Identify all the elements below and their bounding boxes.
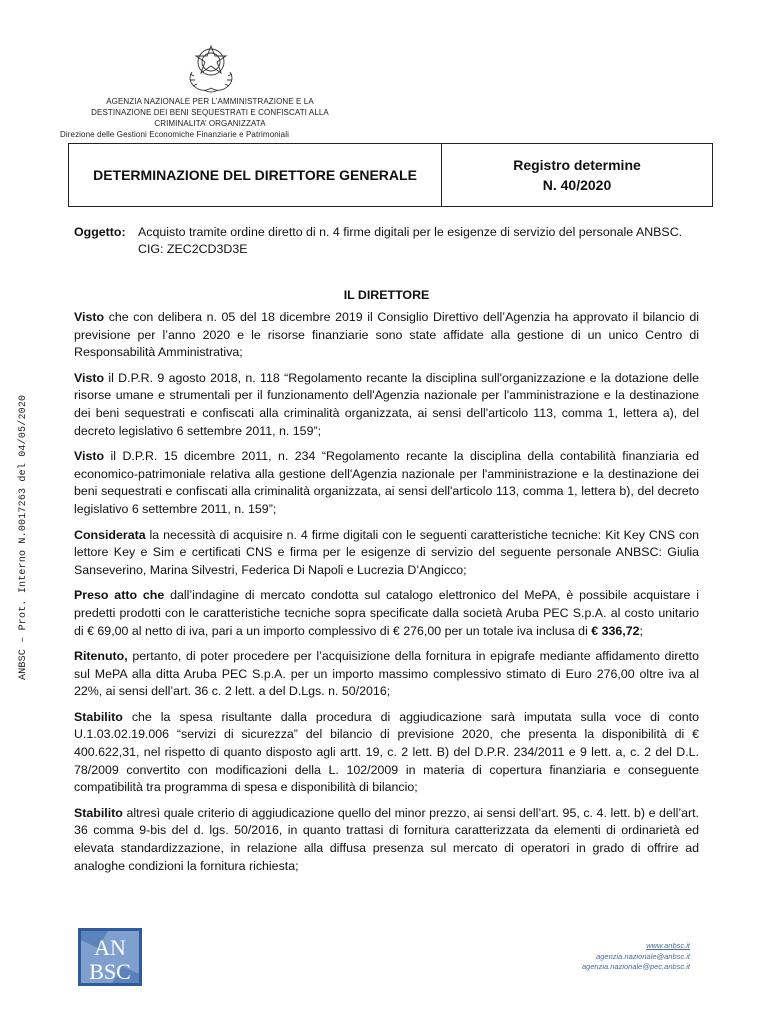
agency-line: AGENZIA NAZIONALE PER L’AMMINISTRAZIONE E LA bbox=[106, 97, 314, 106]
pec-address[interactable]: agenzia.nazionale@pec.anbsc.it bbox=[581, 962, 690, 971]
agency-header bbox=[60, 96, 360, 140]
paragraph bbox=[74, 709, 699, 797]
total-amount: € 336,72 bbox=[591, 623, 640, 638]
paragraph-lead: Preso atto che bbox=[74, 588, 165, 603]
paragraph-lead: Stabilito bbox=[74, 805, 123, 820]
protocol-stamp: ANBSC – Prot. Interno N.0017263 del 04/05/2020 bbox=[18, 394, 29, 680]
website-link[interactable]: www.anbsc.it bbox=[646, 941, 690, 950]
paragraph-lead: Considerata bbox=[74, 527, 146, 542]
agency-line: CRIMINALITA’ ORGANIZZATA bbox=[154, 119, 266, 128]
department-name: Direzione delle Gestioni Economiche Finanziarie e Patrimoniali bbox=[60, 130, 289, 139]
paragraph-lead: Visto bbox=[74, 310, 105, 324]
logo-text-bottom: BSC bbox=[89, 959, 131, 984]
republic-emblem-icon bbox=[180, 42, 242, 94]
paragraph-text: il D.P.R. 15 dicembre 2011, n. 234 “Regolamento recante la disciplina della contabilità finanziaria ed economico-patrimoniale relativa alla gestione dell'Agenzia nazionale per l'amministrazione e la destinazione dei beni sequestrati e confiscati alla criminalità organizzata, ai sensi dell'articolo 113, comma 1, lettera b), del decreto legislativo 6 settembre 2011, n. 159”; bbox=[74, 449, 699, 516]
paragraph bbox=[74, 805, 699, 875]
subject-label: Oggetto: bbox=[74, 225, 126, 239]
paragraph bbox=[74, 527, 699, 580]
paragraph-tail: ; bbox=[639, 623, 643, 638]
section-heading: IL DIRETTORE bbox=[343, 288, 430, 302]
paragraph bbox=[74, 309, 699, 362]
paragraph-text: altresì quale criterio di aggiudicazione quello del minor prezzo, ai sensi dell’art. 95, c. 4. lett. b) e dell’art. 36 comma 9-bis del d. lgs. 50/2016, in quanto trattasi di fornitura caratterizzata da elementi di ordinarietà ed elevata standardizzazione, in relazione alla diffusa presenza sul mercato di operatori in grado di offrire ad analoghe condizioni la fornitura richiesta; bbox=[74, 805, 699, 873]
footer-contacts bbox=[582, 941, 690, 973]
register-value: N. 40/2020 bbox=[542, 177, 612, 193]
subject-block bbox=[74, 224, 699, 258]
logo-text-top: AN bbox=[94, 935, 126, 960]
paragraph-lead: Stabilito bbox=[74, 709, 123, 724]
paragraph-text: che con delibera n. 05 del 18 dicembre 2019 il Consiglio Direttivo dell’Agenzia ha approvato il bilancio di previsione per l’anno 2020 e le risorse finanziarie sono state affidate alla gestione di un unico Centro di Responsabilità Amministrativa; bbox=[74, 310, 699, 360]
register-number bbox=[442, 144, 712, 206]
title-box bbox=[68, 143, 713, 207]
register-label: Registro determine bbox=[513, 157, 641, 173]
paragraph-lead: Visto bbox=[74, 449, 105, 464]
subject-text bbox=[138, 224, 699, 258]
agency-line: DESTINAZIONE DEI BENI SEQUESTRATI E CONFISCATI ALLA bbox=[91, 108, 329, 117]
paragraph-lead: Ritenuto, bbox=[74, 649, 128, 664]
paragraph-text: il D.P.R. 9 agosto 2018, n. 118 “Regolamento recante la disciplina sull'organizzazione e la dotazione delle risorse umane e strumentali per il funzionamento dell'Agenzia nazionale per l'amministrazione e la destinazione dei beni sequestrati e confiscati alla criminalità organizzata, ai sensi dell'articolo 113, comma 1, lettera a), del decreto legislativo 6 settembre 2011, n. 159”; bbox=[74, 370, 699, 438]
email-address[interactable]: agenzia.nazionale@anbsc.it bbox=[596, 951, 690, 961]
subject-description: Acquisto tramite ordine diretto di n. 4 firme digitali per le esigenze di servizio del personale ANBSC. bbox=[138, 225, 683, 239]
paragraph-text: dall’indagine di mercato condotta sul catalogo elettronico del MePA, è possibile acquistare i predetti prodotti con le caratteristiche tecniche sopra specificate dalla società Aruba PEC S.p.A. al costo unitario di € 69,00 al netto di iva, pari a un importo complessivo di € 276,00 per un totale iva inclusa di bbox=[74, 588, 699, 638]
paragraph bbox=[74, 648, 699, 701]
paragraph bbox=[74, 370, 699, 440]
paragraph-text: che la spesa risultante dalla procedura di aggiudicazione sarà imputata sulla voce di conto U.1.03.02.19.006 “servizi di sicurezza” del bilancio di previsione 2020, che presenta la disponibilità di € 400.622,31, nel rispetto di quanto disposto agli artt. 19, c. 2 lett. B) del D.P.R. 234/2011 e 9 lett. a, c. 2 del D.L. 78/2009 convertito con modificazioni della L. 102/2009 in materia di copertura finanziaria e conseguente compatibilità tra programma di spesa e disponibilità di bilancio; bbox=[74, 709, 699, 795]
paragraph-text: la necessità di acquisire n. 4 firme digitali con le seguenti caratteristiche tecniche: Kit Key CNS con lettore Key e Sim e certificati CNS e firma per le esigenze di servizio del seguente personale ANBSC: Giulia Sanseverino, Marina Silvestri, Federica Di Napoli e Lucrezia D’Angicco; bbox=[74, 527, 699, 577]
document-body bbox=[74, 309, 699, 883]
paragraph bbox=[74, 448, 699, 518]
subject-cig: CIG: ZEC2CD3D3E bbox=[138, 242, 248, 256]
paragraph bbox=[74, 587, 699, 640]
paragraph-text: pertanto, di poter procedere per l’acquisizione della fornitura in epigrafe mediante affidamento diretto sul MePA alla ditta Aruba PEC S.p.A. per un importo massimo complessivo stimato di Euro 276,00 oltre iva al 22%, ai sensi dell’art. 36 c. 2 lett. a del D.Lgs. n. 50/2016; bbox=[74, 649, 699, 699]
anbsc-logo bbox=[78, 928, 142, 986]
paragraph-lead: Visto bbox=[74, 370, 105, 385]
document-type-title: DETERMINAZIONE DEL DIRETTORE GENERALE bbox=[69, 144, 442, 206]
